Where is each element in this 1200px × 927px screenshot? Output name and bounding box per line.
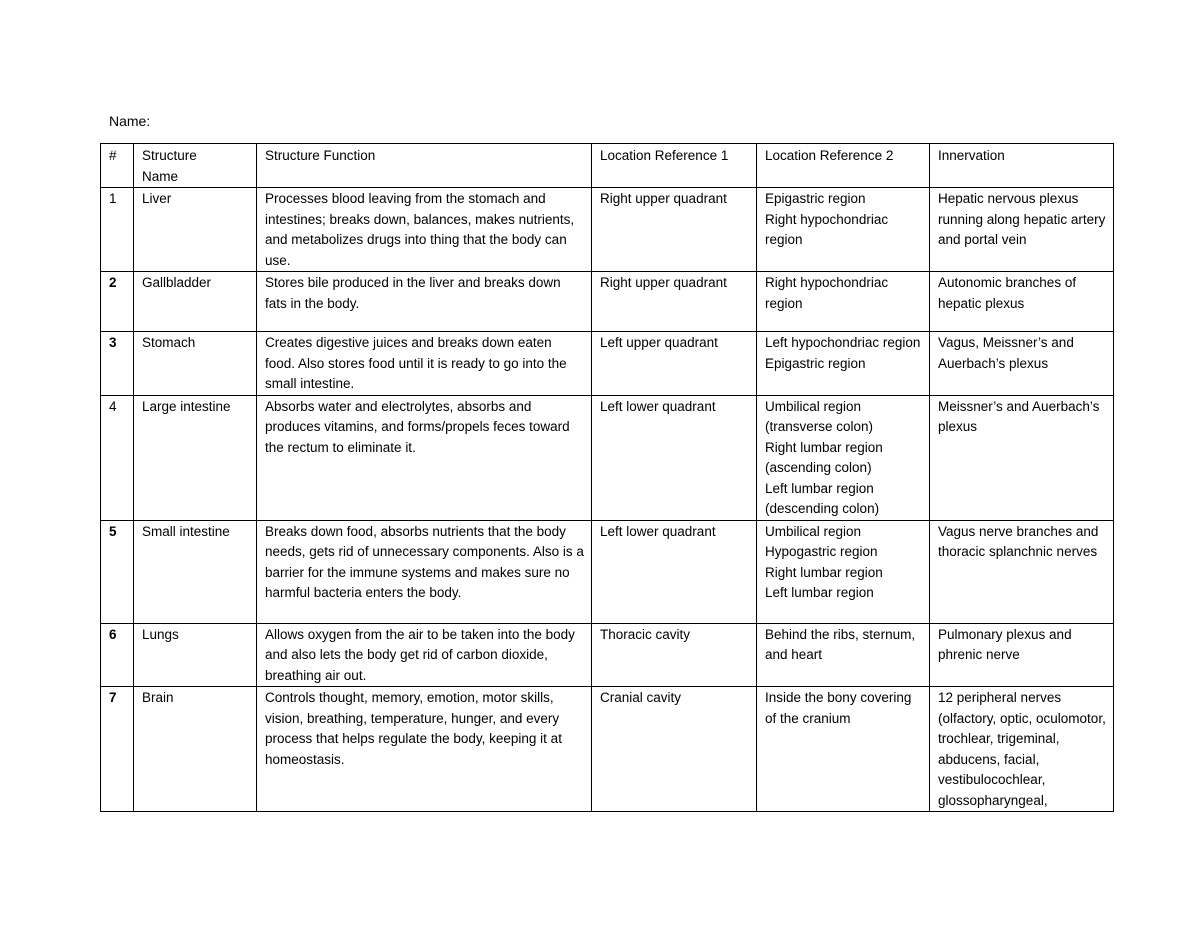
table-row [101, 520, 1114, 623]
innervation-cell: Pulmonary plexus and phrenic nerve [930, 623, 1114, 687]
structure-function-cell: Creates digestive juices and breaks down eaten food. Also stores food until it is ready to go into the small intestine. [257, 332, 592, 396]
innervation-cell: 12 peripheral nerves (olfactory, optic, oculomotor, trochlear, trigeminal, abducens, facial, vestibulocochlear, glossopharyngeal, [930, 687, 1114, 812]
row-number: 6 [101, 623, 134, 687]
table-row [101, 188, 1114, 272]
innervation-cell: Meissner’s and Auerbach’s plexus [930, 395, 1114, 520]
structure-name-cell: Liver [134, 188, 257, 272]
structure-name-cell: Gallbladder [134, 272, 257, 332]
location-ref-2-cell: Behind the ribs, sternum, and heart [757, 623, 930, 687]
structure-function-cell: Allows oxygen from the air to be taken into the body and also lets the body get rid of carbon dioxide, breathing air out. [257, 623, 592, 687]
structure-name-cell: Large intestine [134, 395, 257, 520]
row-number: 2 [101, 272, 134, 332]
table-header-row [101, 144, 1114, 188]
table-row [101, 687, 1114, 812]
row-number: 3 [101, 332, 134, 396]
location-ref-1-cell: Left lower quadrant [592, 395, 757, 520]
row-number: 5 [101, 520, 134, 623]
table-row [101, 623, 1114, 687]
location-ref-1-cell: Cranial cavity [592, 687, 757, 812]
name-label: Name: [109, 113, 151, 129]
innervation-cell: Vagus, Meissner’s and Auerbach’s plexus [930, 332, 1114, 396]
structure-name-cell: Small intestine [134, 520, 257, 623]
structure-name-cell: Lungs [134, 623, 257, 687]
header-location-reference-2: Location Reference 2 [757, 144, 930, 188]
location-ref-1-cell: Right upper quadrant [592, 272, 757, 332]
header-structure-name: Structure Name [134, 144, 257, 188]
location-ref-2-cell: Umbilical region (transverse colon) Right lumbar region (ascending colon) Left lumbar region (descending colon) [757, 395, 930, 520]
structure-function-cell: Stores bile produced in the liver and breaks down fats in the body. [257, 272, 592, 332]
innervation-cell: Hepatic nervous plexus running along hepatic artery and portal vein [930, 188, 1114, 272]
structure-function-cell: Controls thought, memory, emotion, motor skills, vision, breathing, temperature, hunger, and every process that helps regulate the body, keeping it at homeostasis. [257, 687, 592, 812]
location-ref-1-cell: Right upper quadrant [592, 188, 757, 272]
location-ref-2-cell: Inside the bony covering of the cranium [757, 687, 930, 812]
table-row [101, 395, 1114, 520]
header-structure-function: Structure Function [257, 144, 592, 188]
header-location-reference-1: Location Reference 1 [592, 144, 757, 188]
structure-function-cell: Processes blood leaving from the stomach and intestines; breaks down, balances, makes nutrients, and metabolizes drugs into thing that the body can use. [257, 188, 592, 272]
row-number: 7 [101, 687, 134, 812]
location-ref-1-cell: Left lower quadrant [592, 520, 757, 623]
location-ref-1-cell: Left upper quadrant [592, 332, 757, 396]
location-ref-2-cell: Epigastric region Right hypochondriac region [757, 188, 930, 272]
header-innervation: Innervation [930, 144, 1114, 188]
row-number: 1 [101, 188, 134, 272]
structure-name-cell: Brain [134, 687, 257, 812]
innervation-cell: Autonomic branches of hepatic plexus [930, 272, 1114, 332]
table-row [101, 332, 1114, 396]
structure-function-cell: Breaks down food, absorbs nutrients that the body needs, gets rid of unnecessary components. Also is a barrier for the immune systems and makes sure no harmful bacteria enters the body. [257, 520, 592, 623]
organ-table [100, 143, 1114, 812]
location-ref-1-cell: Thoracic cavity [592, 623, 757, 687]
row-number: 4 [101, 395, 134, 520]
location-ref-2-cell: Left hypochondriac region Epigastric region [757, 332, 930, 396]
table-row [101, 272, 1114, 332]
structure-function-cell: Absorbs water and electrolytes, absorbs and produces vitamins, and forms/propels feces toward the rectum to eliminate it. [257, 395, 592, 520]
location-ref-2-cell: Umbilical region Hypogastric region Right lumbar region Left lumbar region [757, 520, 930, 623]
header-number: # [101, 144, 134, 188]
location-ref-2-cell: Right hypochondriac region [757, 272, 930, 332]
structure-name-cell: Stomach [134, 332, 257, 396]
innervation-cell: Vagus nerve branches and thoracic splanchnic nerves [930, 520, 1114, 623]
